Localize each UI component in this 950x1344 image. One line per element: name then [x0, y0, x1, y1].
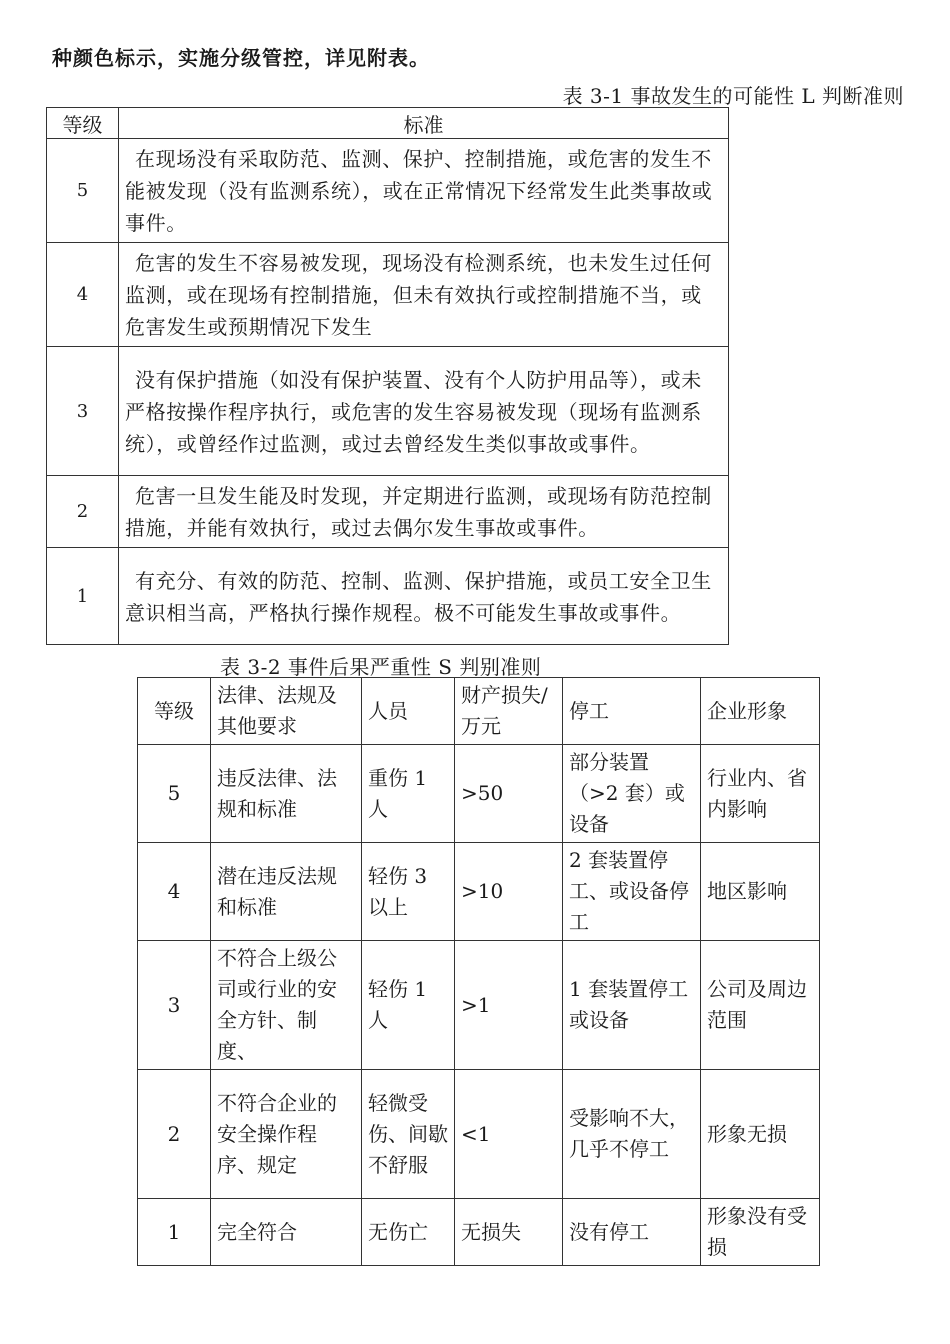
table-row: [138, 843, 820, 941]
intro-text: 种颜色标示，实施分级管控，详见附表。: [52, 46, 430, 70]
loss-cell: >1: [455, 941, 563, 1070]
law-cell: 违反法律、法规和标准: [211, 745, 362, 843]
level-cell: 2: [138, 1070, 211, 1199]
standard-cell: 危害一旦发生能及时发现，并定期进行监测，或现场有防范控制措施，并能有效执行，或过去偶尔发生事故或事件。: [119, 476, 729, 548]
level-cell: 3: [47, 347, 119, 476]
header-law: 法律、法规及其他要求: [211, 678, 362, 745]
header-level: 等级: [47, 108, 119, 139]
table-row: [138, 941, 820, 1070]
header-loss: 财产损失/万元: [455, 678, 563, 745]
level-cell: 1: [47, 548, 119, 645]
image-cell: 形象没有受损: [701, 1199, 820, 1266]
person-cell: 轻微受伤、间歇不舒服: [362, 1070, 455, 1199]
image-cell: 地区影响: [701, 843, 820, 941]
stop-cell: 受影响不大，几乎不停工: [563, 1070, 701, 1199]
law-cell: 不符合企业的安全操作程序、规定: [211, 1070, 362, 1199]
table-header-row: [138, 678, 820, 745]
level-cell: 5: [138, 745, 211, 843]
header-stop: 停工: [563, 678, 701, 745]
image-cell: 公司及周边范围: [701, 941, 820, 1070]
level-cell: 3: [138, 941, 211, 1070]
image-cell: 形象无损: [701, 1070, 820, 1199]
standard-cell: 有充分、有效的防范、控制、监测、保护措施，或员工安全卫生意识相当高，严格执行操作规程。极不可能发生事故或事件。: [119, 548, 729, 645]
person-cell: 重伤 1 人: [362, 745, 455, 843]
level-cell: 2: [47, 476, 119, 548]
person-cell: 无伤亡: [362, 1199, 455, 1266]
person-cell: 轻伤 3 以上: [362, 843, 455, 941]
stop-cell: 1 套装置停工或设备: [563, 941, 701, 1070]
person-cell: 轻伤 1 人: [362, 941, 455, 1070]
table-row: [47, 476, 729, 548]
table-row: [138, 745, 820, 843]
loss-cell: 无损失: [455, 1199, 563, 1266]
likelihood-table: [46, 107, 729, 645]
loss-cell: <1: [455, 1070, 563, 1199]
table-row: [47, 243, 729, 347]
standard-cell: 在现场没有采取防范、监测、保护、控制措施，或危害的发生不能被发现（没有监测系统），或在正常情况下经常发生此类事故或事件。: [119, 139, 729, 243]
header-standard: 标准: [119, 108, 729, 139]
table-row: [47, 139, 729, 243]
law-cell: 完全符合: [211, 1199, 362, 1266]
stop-cell: 没有停工: [563, 1199, 701, 1266]
law-cell: 潜在违反法规和标准: [211, 843, 362, 941]
standard-cell: 危害的发生不容易被发现，现场没有检测系统，也未发生过任何监测，或在现场有控制措施，但未有效执行或控制措施不当，或危害发生或预期情况下发生: [119, 243, 729, 347]
level-cell: 5: [47, 139, 119, 243]
table-row: [47, 347, 729, 476]
law-cell: 不符合上级公司或行业的安全方针、制度、: [211, 941, 362, 1070]
stop-cell: 2 套装置停工、或设备停工: [563, 843, 701, 941]
severity-table: [137, 677, 820, 1266]
header-image: 企业形象: [701, 678, 820, 745]
table-row: [138, 1199, 820, 1266]
level-cell: 4: [138, 843, 211, 941]
standard-cell: 没有保护措施（如没有保护装置、没有个人防护用品等），或未严格按操作程序执行，或危害的发生容易被发现（现场有监测系统），或曾经作过监测，或过去曾经发生类似事故或事件。: [119, 347, 729, 476]
header-level: 等级: [138, 678, 211, 745]
table-row: [47, 548, 729, 645]
level-cell: 1: [138, 1199, 211, 1266]
loss-cell: >10: [455, 843, 563, 941]
loss-cell: >50: [455, 745, 563, 843]
table-row: [138, 1070, 820, 1199]
table2-caption: 表 3-2 事件后果严重性 S 判别准则: [220, 655, 542, 679]
image-cell: 行业内、省内影响: [701, 745, 820, 843]
stop-cell: 部分装置（>2 套）或设备: [563, 745, 701, 843]
table-header-row: [47, 108, 729, 139]
table1-caption: 表 3-1 事故发生的可能性 L 判断准则: [562, 84, 904, 108]
header-person: 人员: [362, 678, 455, 745]
level-cell: 4: [47, 243, 119, 347]
